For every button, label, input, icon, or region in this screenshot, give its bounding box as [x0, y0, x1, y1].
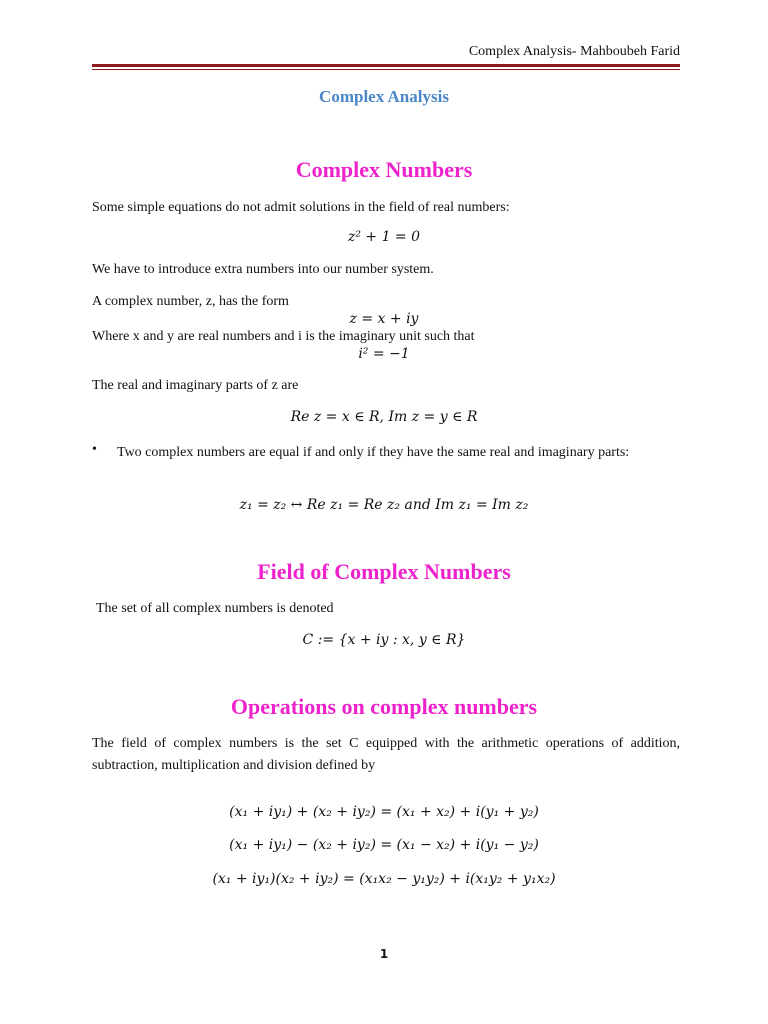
equation-set-definition: C := {x + iy : x, y ∈ R} — [302, 632, 466, 648]
parts-paragraph: The real and imaginary parts of z are — [92, 378, 299, 393]
form-label: A complex number, z, has the form — [92, 294, 289, 309]
running-header: Complex Analysis- Mahboubeh Farid — [468, 44, 680, 59]
bullet-marker: • — [92, 442, 97, 457]
header-rule-thick — [92, 64, 680, 67]
equation-addition: (x₁ + iy₁) + (x₂ + iy₂) = (x₁ + x₂) + i(y₁ + y₂) — [229, 804, 539, 820]
operations-paragraph: The field of complex numbers is the set C equipped with the arithmetic operations of addition, subtraction, multiplication and division defined by — [92, 736, 680, 773]
header-rule-thin — [92, 69, 680, 70]
section-heading-operations: Operations on complex numbers — [230, 694, 538, 719]
section-heading-field: Field of Complex Numbers — [257, 559, 511, 584]
page-number: 1 — [379, 947, 389, 961]
where-paragraph: Where x and y are real numbers and i is the imaginary unit such that — [92, 329, 475, 344]
equation-z-squared: z² + 1 = 0 — [347, 229, 421, 245]
equation-i-squared: i² = −1 — [358, 346, 410, 362]
equality-bullet-text: Two complex numbers are equal if and only if they have the same real and imaginary parts: — [117, 445, 630, 460]
equation-multiplication: (x₁ + iy₁)(x₂ + iy₂) = (x₁x₂ − y₁y₂) + i(x₁y₂ + y₁x₂) — [212, 871, 556, 887]
intro-paragraph: Some simple equations do not admit solutions in the field of real numbers: — [92, 200, 510, 215]
section-heading-complex-numbers: Complex Numbers — [295, 157, 473, 182]
extra-numbers-paragraph: We have to introduce extra numbers into our number system. — [92, 262, 434, 277]
equation-real-imaginary-parts: Re z = x ∈ R, Im z = y ∈ R — [290, 409, 478, 425]
course-title: Complex Analysis — [319, 87, 449, 106]
set-paragraph: The set of all complex numbers is denoted — [96, 601, 334, 616]
equation-subtraction: (x₁ + iy₁) − (x₂ + iy₂) = (x₁ − x₂) + i(y₁ − y₂) — [229, 837, 539, 853]
equation-form: z = x + iy — [349, 311, 419, 327]
equation-equality: z₁ = z₂ ↔ Re z₁ = Re z₂ and Im z₁ = Im z₂ — [239, 497, 529, 513]
